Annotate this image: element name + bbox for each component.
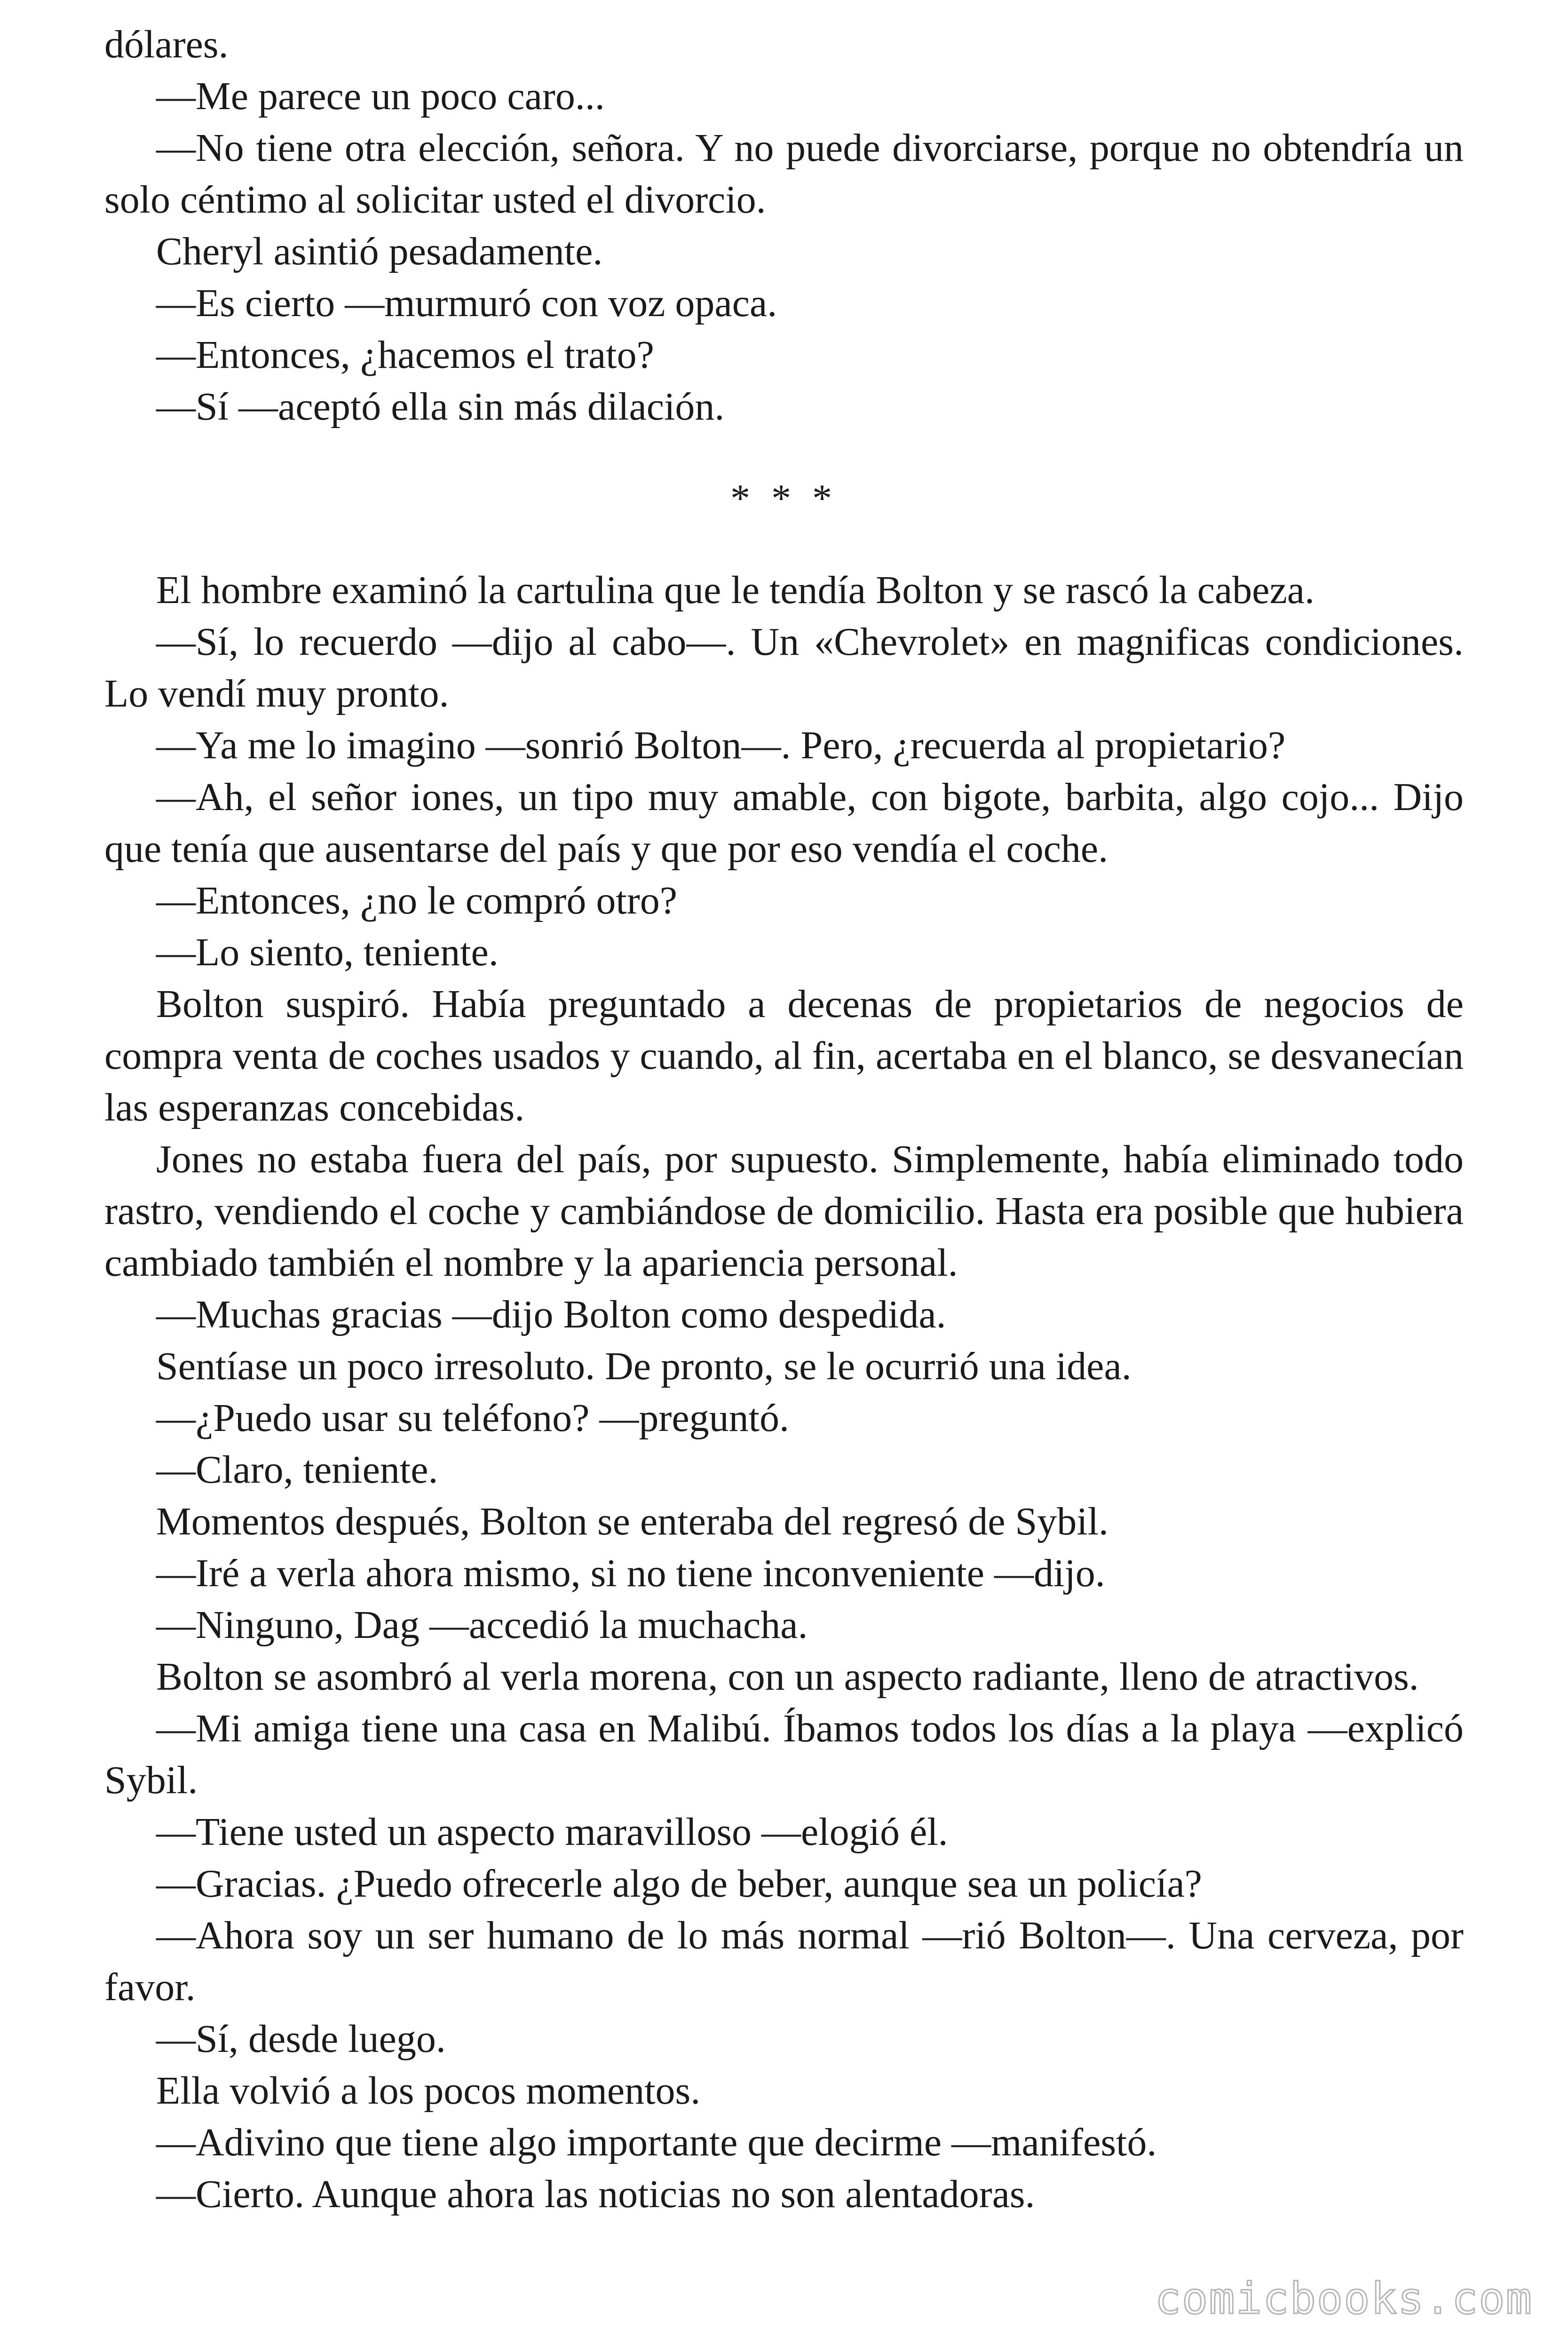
paragraph: —Ninguno, Dag —accedió la muchacha. [156,1603,808,1647]
paragraph: —Me parece un poco caro... [156,74,605,118]
paragraph: dólares. [104,23,229,66]
paragraph: —Entonces, ¿no le compró otro? [156,879,677,922]
paragraph: —Sí, lo recuerdo —dijo al cabo—. Un «Chevrolet» en magnificas condiciones. Lo vendí muy pronto. [104,620,1464,715]
paragraph: —Ah, el señor iones, un tipo muy amable, con bigote, barbita, algo cojo... Dijo que tenía que ausentarse del país y que por eso vendía el coche. [104,775,1464,871]
paragraph: —Cierto. Aunque ahora las noticias no son alentadoras. [156,2172,1035,2216]
paragraph: Ella volvió a los pocos momentos. [156,2069,701,2113]
paragraph: El hombre examinó la cartulina que le tendía Bolton y se rascó la cabeza. [156,568,1315,612]
paragraph: —Ahora soy un ser humano de lo más normal —rió Bolton—. Una cerveza, por favor. [104,1914,1464,2009]
paragraph: —Adivino que tiene algo importante que decirme —manifestó. [156,2121,1157,2164]
watermark: comicbooks.com [1155,2273,1533,2324]
paragraph: Jones no estaba fuera del país, por supuesto. Simplemente, había eliminado todo rastro, vendiendo el coche y cambiándose de domicilio. Hasta era posible que hubiera cambiado también el nombre y la apariencia personal. [104,1137,1464,1285]
paragraph: —Muchas gracias —dijo Bolton como despedida. [156,1293,946,1336]
paragraph: —Entonces, ¿hacemos el trato? [156,333,654,377]
paragraph: —Sí —aceptó ella sin más dilación. [156,385,725,429]
paragraph: —Claro, teniente. [156,1448,438,1492]
paragraph: —Sí, desde luego. [156,2017,446,2061]
paragraph: —Ya me lo imagino —sonrió Bolton—. Pero, ¿recuerda al propietario? [156,723,1286,767]
paragraph: —Lo siento, teniente. [156,930,499,974]
paragraph: Bolton suspiró. Había preguntado a decenas de propietarios de negocios de compra venta de coches usados y cuando, al fin, acertaba en el blanco, se desvanecían las esperanzas concebidas. [104,982,1464,1129]
paragraph: Sentíase un poco irresoluto. De pronto, se le ocurrió una idea. [156,1344,1132,1388]
page-text [104,19,1464,2220]
paragraph: —Mi amiga tiene una casa en Malibú. Íbamos todos los días a la playa —explicó Sybil. [104,1707,1464,1802]
paragraph: —Tiene usted un aspecto maravilloso —elogió él. [156,1810,948,1854]
paragraph: —No tiene otra elección, señora. Y no puede divorciarse, porque no obtendría un solo céntimo al solicitar usted el divorcio. [104,126,1464,222]
paragraph: —Iré a verla ahora mismo, si no tiene inconveniente —dijo. [156,1551,1105,1595]
paragraph: Cheryl asintió pesadamente. [156,230,603,273]
paragraph: Momentos después, Bolton se enteraba del regresó de Sybil. [156,1500,1109,1543]
scene-break: * * * [730,477,838,520]
paragraph: —Gracias. ¿Puedo ofrecerle algo de beber, aunque sea un policía? [156,1862,1202,1906]
paragraph: Bolton se asombró al verla morena, con un aspecto radiante, lleno de atractivos. [156,1655,1419,1699]
paragraph: —¿Puedo usar su teléfono? —preguntó. [156,1396,790,1440]
paragraph: —Es cierto —murmuró con voz opaca. [156,281,777,325]
